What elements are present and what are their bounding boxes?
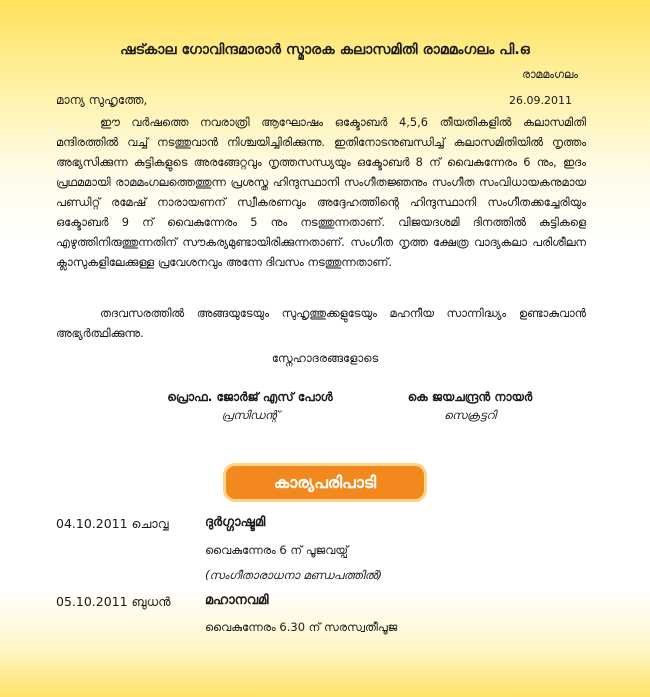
invitation-paragraph-2: തദവസരത്തിൽ അങ്ങയുടേയും സുഹൃത്തുക്കളുടേയും മഹനീയ സാന്നിദ്ധ്യം ഉണ്ടാകുവാൻ അഭ്യർത്ഥിക്കുന്നു. — [56, 306, 586, 340]
event-2-date: 05.10.2011 ബുധൻ — [56, 594, 171, 609]
signatory-role: സെക്രട്ടറി — [443, 408, 497, 422]
program-heading-banner: കാര്യപരിപാടി — [226, 466, 424, 499]
signatory-role: പ്രസിഡന്റ് — [221, 408, 279, 422]
greeting: മാന്യ സുഹൃത്തേ, — [56, 93, 148, 107]
invitation-paragraph-1: ഈ വർഷത്തെ നവരാത്രി ആഘോഷം ഒക്ടോബർ 4,5,6 തീയതികളിൽ കലാസമിതി മന്ദിരത്തിൽ വച്ച് നടത്തുവാൻ നിശ്ചയിച്ചിരിക്കുന്നു. ഇതിനോടനുബന്ധിച്ച് കലാസമിതിയിൽ നൃത്തം അഭ്യസിക്കുന്ന കുട്ടികളുടെ അരങ്ങേറ്റവും നൃത്തസന്ധ്യയും ഒക്ടോബർ 8 ന് വൈകുന്നേരം 6 നും, ഇദം പ്രഥമമായി രാമമംഗലത്തെത്തുന്ന പ്രശസ്ത ഹിന്ദുസ്ഥാനി സംഗീതജ്ഞനും സംഗീത സംവിധായകനുമായ പണ്ഡിറ്റ് രമേഷ് നാരായണന് സ്വീകരണവും അദ്ദേഹത്തിന്റെ ഹിന്ദുസ്ഥാനി സംഗീതക്കച്ചേരിയും ഒക്ടോബർ 9 ന് വൈകുന്നേരം 5 നും നടത്തുന്നതാണ്. വിജയദശമി ദിനത്തിൽ കുട്ടികളെ എഴുത്തിനിരുത്തുന്നതിന് സൗകര്യമുണ്ടായിരിക്കുന്നതാണ്. സംഗീത നൃത്ത ക്ഷേത്ര വാദ്യകലാ പരിശീലന ക്ലാസുകളിലേക്കുള്ള പ്രവേശനവും അന്നേ ദിവസം നടത്തുന്നതാണ്. — [56, 115, 586, 269]
event-1-date: 04.10.2011 ചൊവ്വ — [56, 516, 169, 531]
closing-salutation: സ്നേഹാദരങ്ങളോടെ — [271, 351, 379, 365]
event-1-venue-note: (സംഗീതാരാധനാ മണ്ഡപത്തിൽ) — [205, 568, 383, 582]
event-1-title: ദുർഗ്ഗാഷ്ടമി — [205, 515, 266, 530]
letter-date: 26.09.2011 — [509, 94, 572, 107]
place-name: രാമമംഗലം — [522, 68, 578, 81]
signatory-name: പ്രൊഫ. ജോർജ് എസ് പോൾ — [167, 390, 333, 404]
signatory-president — [140, 390, 360, 423]
event-2-detail: വൈകുന്നേരം 6.30 ന് സരസ്വതീപൂജ — [205, 620, 398, 634]
organization-title: ഷട്കാല ഗോവിന്ദമാരാർ സ്മാരക കലാസമിതി രാമമംഗലം പി.ഒ — [120, 42, 530, 58]
event-1-detail: വൈകുന്നേരം 6 ന് പൂജവയ്പ് — [205, 543, 349, 557]
signatory-secretary — [360, 390, 580, 423]
signatory-name: കെ ജയചന്ദ്രൻ നായർ — [407, 390, 533, 404]
event-2-title: മഹാനവമി — [205, 593, 269, 608]
